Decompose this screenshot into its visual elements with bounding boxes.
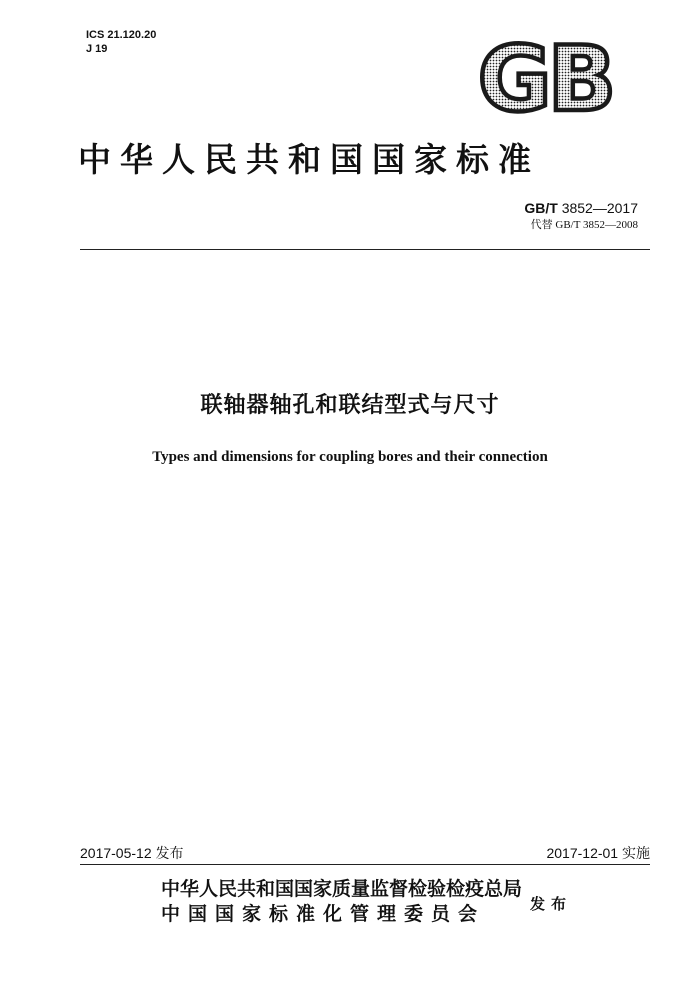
standard-prefix: GB/T (524, 200, 558, 216)
issuing-authorities (161, 877, 522, 927)
gb-logo-text: GB (477, 38, 613, 116)
footer-divider (80, 864, 650, 865)
replaces-standard: 代替 GB/T 3852—2008 (530, 219, 638, 231)
ccs-code: J 19 (86, 43, 108, 55)
publication-date: 2017-05-12 发布 (80, 845, 184, 861)
gb-logo-icon (474, 38, 616, 116)
header-divider (80, 249, 650, 250)
issuer-aqsiq: 中华人民共和国国家质量监督检验检疫总局 (161, 878, 523, 900)
classification-block (86, 28, 156, 56)
issuer-sac: 中国国家标准化管理委员会 (161, 903, 486, 925)
national-standard-title: 中华人民共和国国家标准 (78, 140, 540, 179)
standard-number (524, 200, 638, 217)
implementation-date: 2017-12-01 实施 (546, 845, 650, 861)
standard-code: 3852—2017 (561, 200, 638, 216)
document-title-english: Types and dimensions for coupling bores and their connection (152, 449, 548, 465)
document-title-chinese: 联轴器轴孔和联结型式与尺寸 (200, 393, 500, 418)
issue-label: 发布 (530, 895, 573, 913)
gb-logo (474, 38, 616, 116)
ics-code: ICS 21.120.20 (86, 29, 157, 41)
